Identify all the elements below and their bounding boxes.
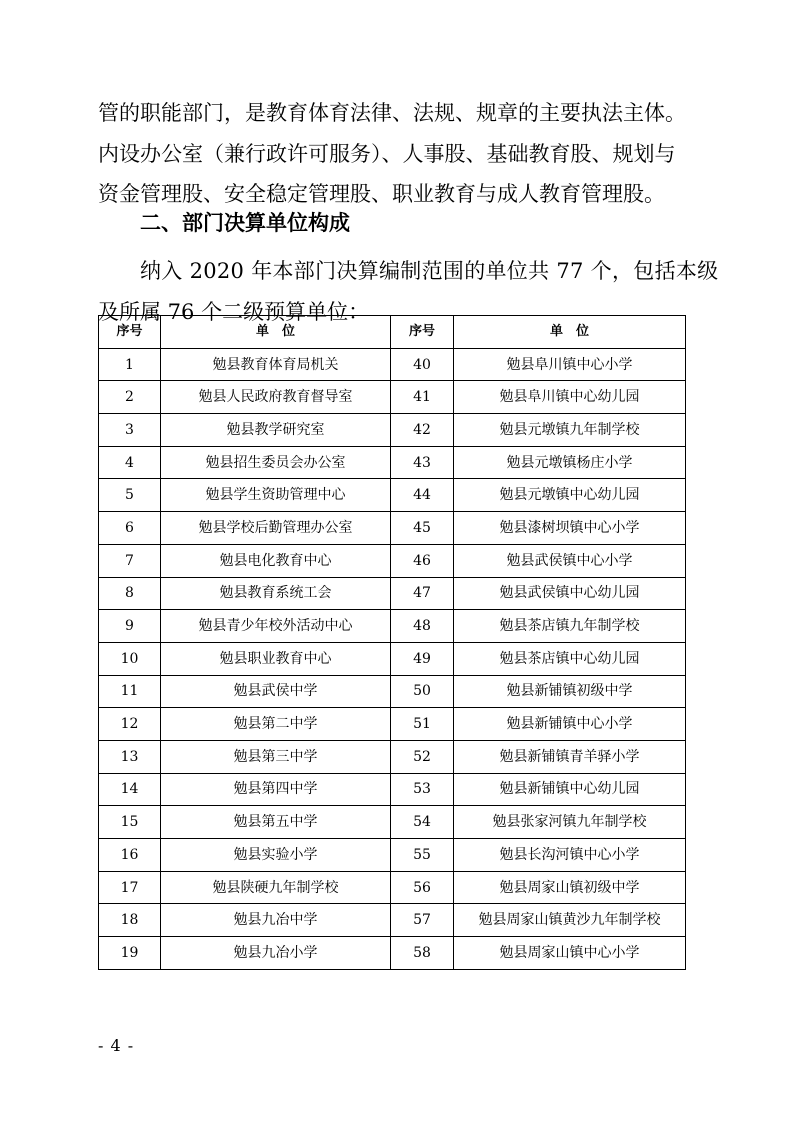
seq-cell: 6 <box>99 512 161 545</box>
seq-cell: 5 <box>99 479 161 512</box>
table-row <box>99 610 686 643</box>
table-row <box>99 512 686 545</box>
unit-cell: 勉县武侯镇中心小学 <box>454 544 686 577</box>
seq-cell: 12 <box>99 708 161 741</box>
unit-cell: 勉县第三中学 <box>161 740 391 773</box>
unit-cell: 勉县武侯镇中心幼儿园 <box>454 577 686 610</box>
unit-cell: 勉县阜川镇中心幼儿园 <box>454 381 686 414</box>
seq-cell: 55 <box>391 839 454 872</box>
unit-cell: 勉县陕硬九年制学校 <box>161 871 391 904</box>
unit-cell: 勉县新铺镇中心幼儿园 <box>454 773 686 806</box>
paragraph-line: 纳入 2020 年本部门决算编制范围的单位共 77 个，包括本级 <box>140 259 719 283</box>
table-row <box>99 740 686 773</box>
header-seq-right: 序号 <box>391 316 454 349</box>
seq-cell: 7 <box>99 544 161 577</box>
unit-cell: 勉县茶店镇九年制学校 <box>454 610 686 643</box>
seq-cell: 3 <box>99 414 161 447</box>
table-row <box>99 479 686 512</box>
unit-cell: 勉县教学研究室 <box>161 414 391 447</box>
table-row <box>99 871 686 904</box>
unit-cell: 勉县职业教育中心 <box>161 642 391 675</box>
table-row <box>99 773 686 806</box>
seq-cell: 51 <box>391 708 454 741</box>
header-unit-right: 单 位 <box>454 316 686 349</box>
table-row <box>99 642 686 675</box>
seq-cell: 2 <box>99 381 161 414</box>
paragraph-line: 及所属 76 个二级预算单位： <box>98 299 370 324</box>
seq-cell: 46 <box>391 544 454 577</box>
seq-cell: 18 <box>99 904 161 937</box>
unit-cell: 勉县元墩镇杨庄小学 <box>454 446 686 479</box>
unit-cell: 勉县新铺镇中心小学 <box>454 708 686 741</box>
seq-cell: 54 <box>391 806 454 839</box>
seq-cell: 41 <box>391 381 454 414</box>
seq-cell: 50 <box>391 675 454 708</box>
unit-cell: 勉县张家河镇九年制学校 <box>454 806 686 839</box>
table-row <box>99 414 686 447</box>
seq-cell: 1 <box>99 348 161 381</box>
table-row <box>99 544 686 577</box>
unit-cell: 勉县第五中学 <box>161 806 391 839</box>
paragraph-line: 资金管理股、安全稳定管理股、职业教育与成人教育管理股。 <box>98 182 665 206</box>
table-row <box>99 446 686 479</box>
paragraph-line: 内设办公室（兼行政许可服务）、人事股、基础教育股、规划与 <box>98 141 676 166</box>
seq-cell: 58 <box>391 937 454 970</box>
seq-cell: 4 <box>99 446 161 479</box>
seq-cell: 52 <box>391 740 454 773</box>
seq-cell: 53 <box>391 773 454 806</box>
table-row <box>99 904 686 937</box>
unit-cell: 勉县新铺镇初级中学 <box>454 675 686 708</box>
seq-cell: 15 <box>99 806 161 839</box>
unit-cell: 勉县周家山镇中心小学 <box>454 937 686 970</box>
unit-cell: 勉县第二中学 <box>161 708 391 741</box>
seq-cell: 10 <box>99 642 161 675</box>
seq-cell: 14 <box>99 773 161 806</box>
unit-cell: 勉县招生委员会办公室 <box>161 446 391 479</box>
unit-cell: 勉县新铺镇青羊驿小学 <box>454 740 686 773</box>
header-unit-left: 单 位 <box>161 316 391 349</box>
seq-cell: 19 <box>99 937 161 970</box>
unit-cell: 勉县教育体育局机关 <box>161 348 391 381</box>
unit-cell: 勉县教育系统工会 <box>161 577 391 610</box>
seq-cell: 8 <box>99 577 161 610</box>
unit-cell: 勉县九冶小学 <box>161 937 391 970</box>
paragraph-line: 管的职能部门，是教育体育法律、法规、规章的主要执法主体。 <box>98 101 686 125</box>
seq-cell: 48 <box>391 610 454 643</box>
unit-cell: 勉县漆树坝镇中心小学 <box>454 512 686 545</box>
unit-cell: 勉县元墩镇中心幼儿园 <box>454 479 686 512</box>
unit-cell: 勉县阜川镇中心小学 <box>454 348 686 381</box>
seq-cell: 40 <box>391 348 454 381</box>
table-row <box>99 577 686 610</box>
unit-cell: 勉县电化教育中心 <box>161 544 391 577</box>
table-row <box>99 348 686 381</box>
intro-paragraph <box>98 93 688 215</box>
section-heading: 二、部门决算单位构成 <box>140 211 350 235</box>
unit-cell: 勉县茶店镇中心幼儿园 <box>454 642 686 675</box>
unit-cell: 勉县武侯中学 <box>161 675 391 708</box>
table-row <box>99 937 686 970</box>
unit-cell: 勉县第四中学 <box>161 773 391 806</box>
seq-cell: 44 <box>391 479 454 512</box>
unit-cell: 勉县学校后勤管理办公室 <box>161 512 391 545</box>
table-row <box>99 806 686 839</box>
seq-cell: 17 <box>99 871 161 904</box>
seq-cell: 11 <box>99 675 161 708</box>
seq-cell: 9 <box>99 610 161 643</box>
unit-cell: 勉县人民政府教育督导室 <box>161 381 391 414</box>
table-row <box>99 675 686 708</box>
seq-cell: 47 <box>391 577 454 610</box>
seq-cell: 56 <box>391 871 454 904</box>
unit-cell: 勉县九冶中学 <box>161 904 391 937</box>
unit-cell: 勉县青少年校外活动中心 <box>161 610 391 643</box>
seq-cell: 42 <box>391 414 454 447</box>
header-seq-left: 序号 <box>99 316 161 349</box>
table-row <box>99 708 686 741</box>
unit-cell: 勉县周家山镇黄沙九年制学校 <box>454 904 686 937</box>
unit-cell: 勉县学生资助管理中心 <box>161 479 391 512</box>
seq-cell: 13 <box>99 740 161 773</box>
units-table <box>98 315 686 970</box>
seq-cell: 57 <box>391 904 454 937</box>
unit-cell: 勉县实验小学 <box>161 839 391 872</box>
table-row <box>99 381 686 414</box>
page-number: - 4 - <box>98 1036 135 1055</box>
unit-cell: 勉县周家山镇初级中学 <box>454 871 686 904</box>
seq-cell: 49 <box>391 642 454 675</box>
table-body <box>99 348 686 969</box>
seq-cell: 43 <box>391 446 454 479</box>
seq-cell: 45 <box>391 512 454 545</box>
table-header-row <box>99 316 686 349</box>
seq-cell: 16 <box>99 839 161 872</box>
table-row <box>99 839 686 872</box>
unit-cell: 勉县元墩镇九年制学校 <box>454 414 686 447</box>
unit-cell: 勉县长沟河镇中心小学 <box>454 839 686 872</box>
